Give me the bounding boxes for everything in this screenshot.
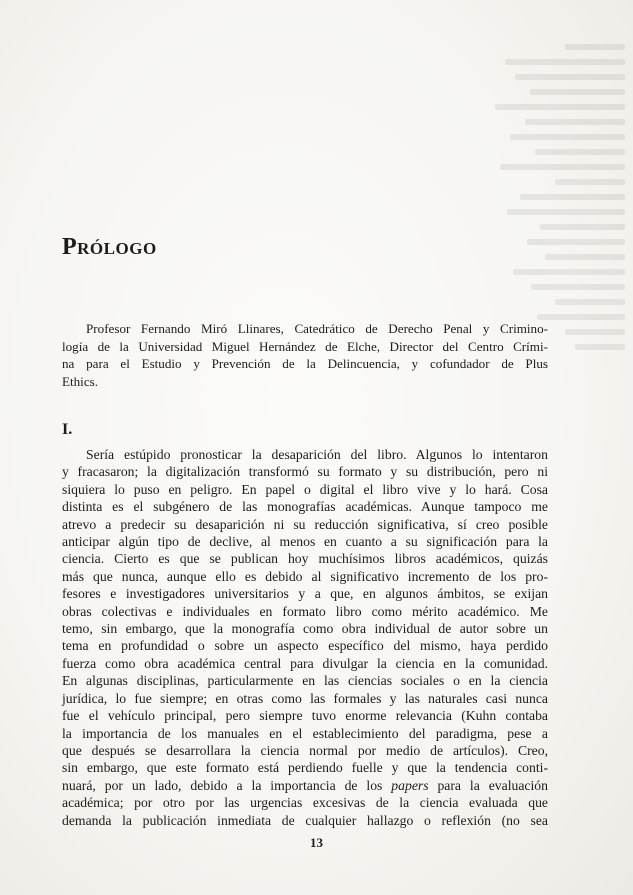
text-line: Profesor Fernando Miró Llinares, Catedrático de Derecho Penal y Crimino- (86, 321, 548, 336)
page-number: 13 (310, 835, 323, 850)
bleed-line (455, 85, 625, 100)
bleed-line (455, 40, 625, 55)
bleed-line (455, 160, 625, 175)
bleed-line (455, 220, 625, 235)
text-line: distinta es el subgénero de las monografías académicas. Aunque tampoco me (62, 499, 548, 515)
text-line: nuará, por un lado, debido a la importancia de los papers para la evaluación (62, 777, 548, 793)
bleed-line (455, 205, 625, 220)
bleed-line (455, 190, 625, 205)
bleed-line (455, 130, 625, 145)
text-line: más que nunca, aunque ello es debido al significativo incremento de los pro- (62, 568, 548, 584)
text-line: temo, sin embargo, que la monografía como obra individual de autor sobre un (62, 621, 548, 637)
body-paragraph (62, 446, 548, 829)
text-line: académica; por otro por las urgencias excesivas de la ciencia evaluada que (62, 795, 548, 811)
text-line: na para el Estudio y Prevención de la Delincuencia, y cofundador de Plus (62, 356, 548, 371)
text-line: demanda la publicación inmediata de cualquier hallazgo o reflexión (no sea (62, 812, 548, 828)
text-line: y fracasaron; la digitalización transformó su formato y su distribución, pero ni (62, 464, 548, 480)
text-line: obras colectivas e individuales en formato libro como mérito académico. Me (62, 603, 548, 619)
text-line: atrevo a predecir su desaparición ni su reducción significativa, sí creo posible (62, 516, 548, 532)
bleed-line (455, 280, 625, 295)
bleed-line (455, 250, 625, 265)
text-line: jurídica, lo fue siempre; en otras como las formales y las naturales casi nunca (62, 690, 548, 706)
bleed-line (455, 175, 625, 190)
text-line: que después se desarrollara la ciencia normal por medio de artículos). Creo, (62, 742, 548, 758)
bleed-line (455, 235, 625, 250)
text-line: tema en profundidad o sobre un aspecto específico del mismo, haya perdido (62, 638, 548, 654)
text-line: Sería estúpido pronosticar la desaparición del libro. Algunos lo intentaron (86, 447, 548, 462)
bleed-line (455, 295, 625, 310)
text-line: la importancia de los manuales en el establecimiento del paradigma, pese a (62, 725, 548, 741)
text-line: anticipar algún tipo de declive, al menos en cuanto a su significación para la (62, 534, 548, 550)
text-line: fuerza como obra académica central para divulgar la ciencia en la comunidad. (62, 655, 548, 671)
author-note (62, 320, 548, 390)
text-line: ciencia. Cierto es que se publican hoy muchísimos libros académicos, quizás (62, 551, 548, 567)
text-line: fesores e investigadores universitarios y a que, en algunos ámbitos, se exijan (62, 586, 548, 602)
section-heading: I. (62, 421, 73, 438)
text-line: sin embargo, que este formato está perdiendo fuelle y que la tendencia conti- (62, 760, 548, 776)
text-line: siquiera lo puso en peligro. En papel o digital el libro vive y lo hará. Cosa (62, 481, 548, 497)
text-line: fue el vehículo principal, pero siempre tuvo enorme relevancia (Kuhn contaba (62, 708, 548, 724)
bleed-line (455, 115, 625, 130)
bleed-line (455, 265, 625, 280)
text-line: Ethics. (62, 373, 99, 389)
bleed-line (455, 145, 625, 160)
bleed-line (455, 100, 625, 115)
text-line: En algunas disciplinas, particularmente en las ciencias sociales o en la ciencia (62, 673, 548, 689)
text-line: logía de la Universidad Miguel Hernández de Elche, Director del Centro Crími- (62, 338, 548, 354)
bleed-line (455, 55, 625, 70)
bleed-line (455, 70, 625, 85)
page-title: Prólogo (62, 234, 157, 260)
